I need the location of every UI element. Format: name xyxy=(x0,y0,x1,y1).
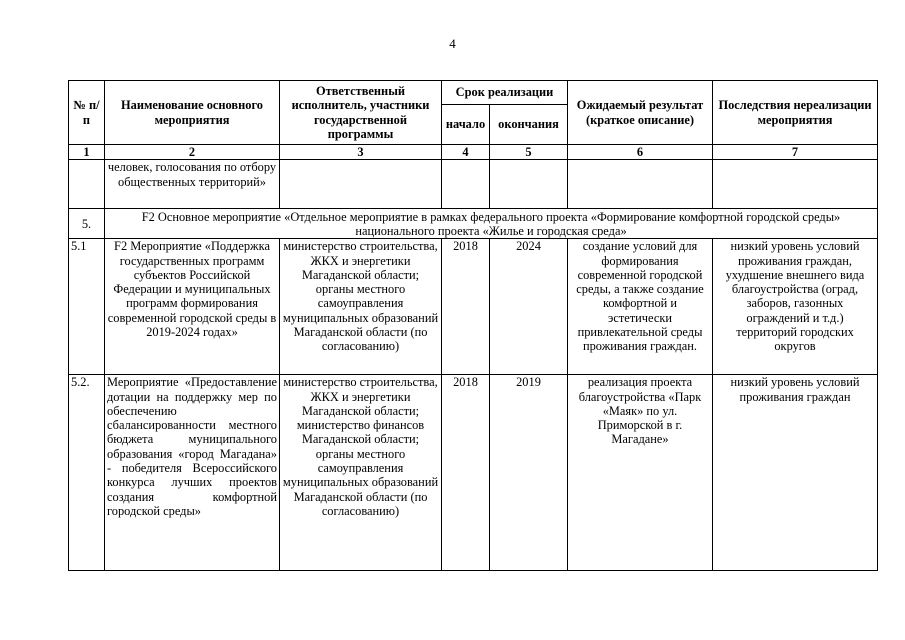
row-number: 5.1 xyxy=(69,239,105,375)
row-result: создание условий для формирования современной городской среды, а также создание комфортной и эстетически привлекательной среды проживания граждан. xyxy=(568,239,713,375)
program-table xyxy=(68,80,878,571)
section-number: 5. xyxy=(69,209,105,239)
column-number: 4 xyxy=(442,145,490,160)
row-consequences: низкий уровень условий проживания граждан xyxy=(713,375,878,571)
column-number: 5 xyxy=(490,145,568,160)
header-responsible: Ответственный исполнитель, участники государственной программы xyxy=(280,81,442,145)
header-num: № п/п xyxy=(69,81,105,145)
row-result: реализация проекта благоустройства «Парк «Маяк» по ул. Приморской в г. Магадане» xyxy=(568,375,713,571)
column-number: 7 xyxy=(713,145,878,160)
row-number: 5.2. xyxy=(69,375,105,571)
row-end: 2024 xyxy=(490,239,568,375)
table-row xyxy=(69,375,878,571)
header-result: Ожидаемый результат (краткое описание) xyxy=(568,81,713,145)
continuation-name: человек, голосования по отбору общественных территорий» xyxy=(105,160,280,209)
header-consequences: Последствия нереализации мероприятия xyxy=(713,81,878,145)
column-number: 2 xyxy=(105,145,280,160)
row-name: Мероприятие «Предоставление дотации на поддержку мер по обеспечению сбалансированности местного бюджета муниципального образования «город Магадана» - победителя Всероссийского конкурса лучших проектов создания комфортной городской среды» xyxy=(105,375,280,571)
row-name: F2 Мероприятие «Поддержка государственных программ субъектов Российской Федерации и муниципальных программ формирования современной городской среды в 2019-2024 годах» xyxy=(105,239,280,375)
row-start: 2018 xyxy=(442,239,490,375)
header-start: начало xyxy=(442,105,490,145)
header-period: Срок реализации xyxy=(442,81,568,105)
continuation-row xyxy=(69,160,878,209)
row-consequences: низкий уровень условий проживания граждан, ухудшение внешнего вида благоустройства (оград, заборов, газонных ограждений и т.д.) территорий городских округов xyxy=(713,239,878,375)
row-end: 2019 xyxy=(490,375,568,571)
header-end: окончания xyxy=(490,105,568,145)
section-title: F2 Основное мероприятие «Отдельное мероприятие в рамках федерального проекта «Формирование комфортной городской среды» национального проекта «Жилье и городская среда» xyxy=(105,209,878,239)
header-name: Наименование основного мероприятия xyxy=(105,81,280,145)
section-row xyxy=(69,209,878,239)
row-responsible: министерство строительства, ЖКХ и энергетики Магаданской области; министерство финансов Магаданской области; органы местного самоуправления муниципальных образований Магаданской области (по согласованию) xyxy=(280,375,442,571)
column-number: 1 xyxy=(69,145,105,160)
column-number: 6 xyxy=(568,145,713,160)
row-start: 2018 xyxy=(442,375,490,571)
row-responsible: министерство строительства, ЖКХ и энергетики Магаданской области; органы местного самоуправления муниципальных образований Магаданской области (по согласованию) xyxy=(280,239,442,375)
table-row xyxy=(69,239,878,375)
column-numbers-row xyxy=(69,145,878,160)
column-number: 3 xyxy=(280,145,442,160)
page-number: 4 xyxy=(449,36,456,51)
